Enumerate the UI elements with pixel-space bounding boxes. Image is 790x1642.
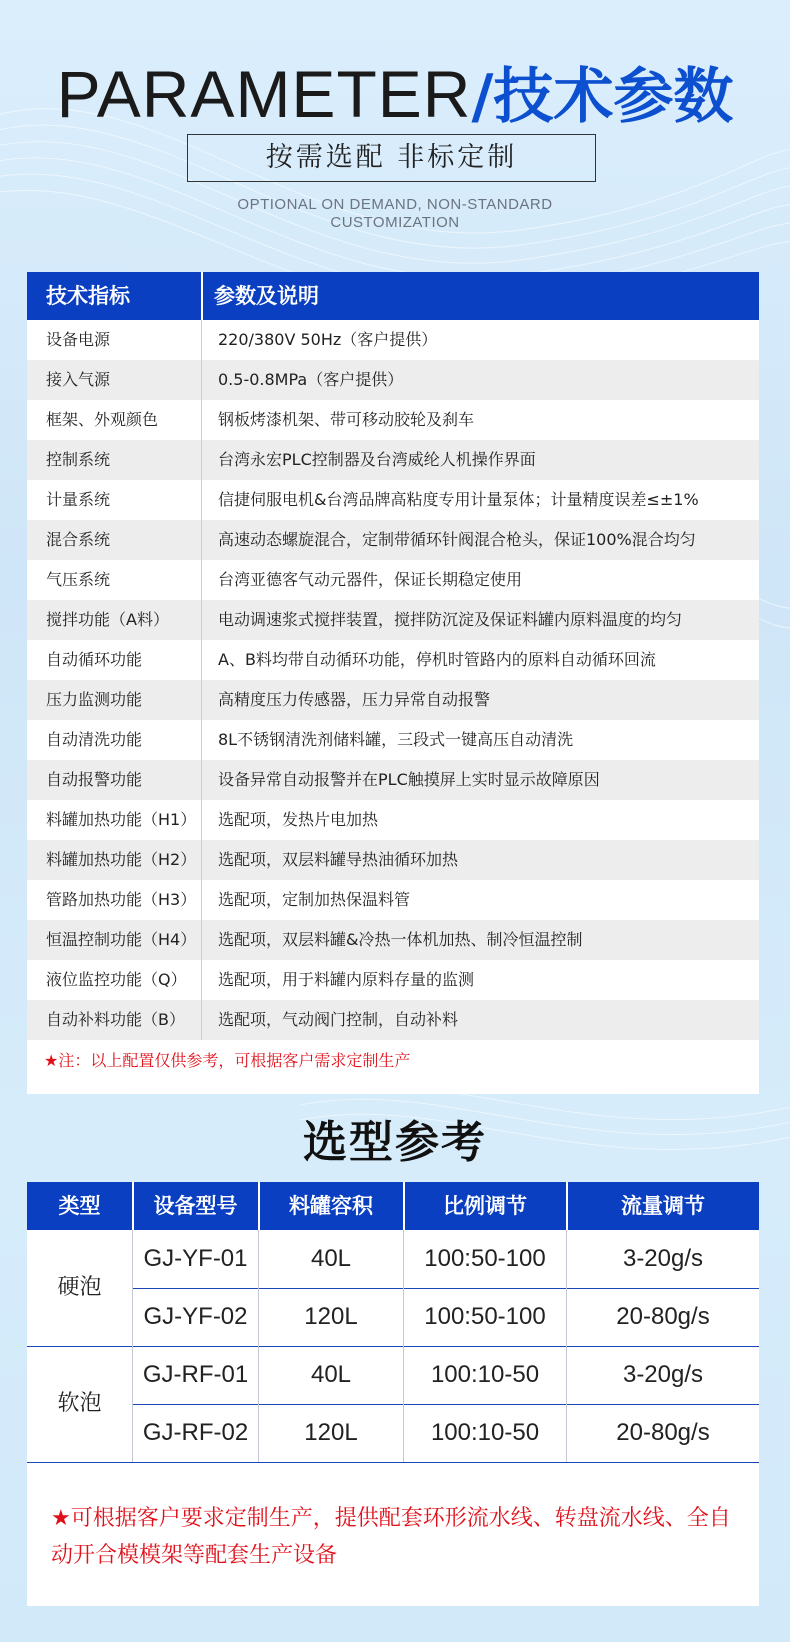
spec-key: 接入气源 <box>46 370 111 389</box>
spec-key: 气压系统 <box>46 570 111 589</box>
header-model: 设备型号 <box>153 1194 238 1218</box>
header-flow: 流量调节 <box>621 1194 705 1218</box>
spec-value: 选配项，气动阀门控制，自动补料 <box>218 1010 459 1029</box>
cell-volume: 40L <box>310 1361 352 1388</box>
spec-key: 搅拌功能（A料） <box>46 610 169 629</box>
spec-key: 设备电源 <box>46 330 111 349</box>
selection-note: ★可根据客户要求定制生产，提供配套环形流水线、转盘流水线、全自动开合模模架等配套生产设备 <box>51 1506 731 1568</box>
spec-key: 自动循环功能 <box>46 650 143 669</box>
column-divider <box>258 1230 259 1462</box>
cell-flow: 3-20g/s <box>622 1361 704 1388</box>
spec-value: 220/380V 50Hz（客户提供） <box>218 330 438 349</box>
spec-row-divider <box>201 600 202 640</box>
spec-row-divider <box>201 960 202 1000</box>
spec-value: 高速动态螺旋混合，定制带循环针阀混合枪头，保证100%混合均匀 <box>218 530 696 549</box>
spec-key: 计量系统 <box>46 490 111 509</box>
spec-value: 0.5-0.8MPa（客户提供） <box>218 370 404 389</box>
type-cell: 软泡 <box>57 1391 102 1416</box>
spec-row <box>27 960 759 1000</box>
column-divider <box>132 1230 133 1462</box>
spec-key: 自动报警功能 <box>46 770 143 789</box>
spec-value: 选配项，发热片电加热 <box>218 810 379 829</box>
spec-key: 液位监控功能（Q） <box>46 970 187 989</box>
spec-value: 选配项，双层料罐导热油循环加热 <box>218 850 459 869</box>
selection-table <box>27 1182 759 1606</box>
spec-row <box>27 600 759 640</box>
spec-row-divider <box>201 560 202 600</box>
cell-flow: 3-20g/s <box>622 1245 704 1272</box>
spec-key: 混合系统 <box>46 530 111 549</box>
spec-row <box>27 1000 759 1040</box>
spec-row-divider <box>201 480 202 520</box>
spec-note: ★注：以上配置仅供参考，可根据客户需求定制生产 <box>44 1051 411 1070</box>
spec-value: 设备异常自动报警并在PLC触摸屏上实时显示故障原因 <box>218 770 600 789</box>
spec-value: 选配项，定制加热保温料管 <box>218 890 411 909</box>
cell-model: GJ-YF-02 <box>143 1303 248 1330</box>
spec-row <box>27 560 759 600</box>
spec-row-divider <box>201 1000 202 1040</box>
row-divider <box>27 1462 759 1463</box>
header-ratio: 比例调节 <box>443 1194 527 1218</box>
spec-row-divider <box>201 440 202 480</box>
spec-value: 选配项，双层料罐&冷热一体机加热、制冷恒温控制 <box>218 930 583 949</box>
page-title <box>0 58 790 133</box>
spec-row <box>27 760 759 800</box>
spec-key: 管路加热功能（H3） <box>46 890 197 909</box>
cell-ratio: 100:10-50 <box>430 1361 540 1388</box>
header-volume: 料罐容积 <box>289 1194 373 1218</box>
spec-row <box>27 640 759 680</box>
spec-value: 电动调速浆式搅拌装置，搅拌防沉淀及保证料罐内原料温度的均匀 <box>218 610 683 629</box>
spec-row <box>27 920 759 960</box>
optional-line-1: OPTIONAL ON DEMAND, NON-STANDARD <box>237 196 553 213</box>
spec-row <box>27 440 759 480</box>
optional-line-2: CUSTOMIZATION <box>330 214 460 231</box>
cell-flow: 20-80g/s <box>616 1303 710 1330</box>
cell-volume: 120L <box>304 1419 358 1446</box>
spec-row <box>27 840 759 880</box>
spec-value: 钢板烤漆机架、带可移动胶轮及刹车 <box>218 410 475 429</box>
cell-ratio: 100:50-100 <box>424 1303 546 1330</box>
spec-row-divider <box>201 520 202 560</box>
cell-flow: 20-80g/s <box>616 1419 710 1446</box>
spec-value: 台湾亚德客气动元器件，保证长期稳定使用 <box>218 570 523 589</box>
spec-row <box>27 680 759 720</box>
spec-row <box>27 360 759 400</box>
cell-ratio: 100:50-100 <box>424 1245 546 1272</box>
spec-value: 选配项，用于料罐内原料存量的监测 <box>218 970 475 989</box>
spec-key: 料罐加热功能（H2） <box>46 850 197 869</box>
spec-key: 自动补料功能（B） <box>46 1010 185 1029</box>
optional-caption <box>0 196 790 232</box>
spec-row-divider <box>201 840 202 880</box>
selection-header <box>27 1182 759 1230</box>
spec-key: 控制系统 <box>46 450 111 469</box>
spec-value: 台湾永宏PLC控制器及台湾威纶人机操作界面 <box>218 450 536 469</box>
spec-value: 信捷伺服电机&台湾品牌高粘度专用计量泵体；计量精度误差≤±1% <box>218 490 699 509</box>
spec-value: 8L不锈钢清洗剂储料罐，三段式一键高压自动清洗 <box>218 730 574 749</box>
spec-row <box>27 720 759 760</box>
spec-key: 恒温控制功能（H4） <box>46 930 197 949</box>
header-type: 类型 <box>58 1194 101 1218</box>
column-divider <box>566 1230 567 1462</box>
type-cell: 硬泡 <box>57 1275 102 1300</box>
selection-title: 选型参考 <box>303 1117 487 1168</box>
spec-key: 自动清洗功能 <box>46 730 143 749</box>
subtitle-box: 按需选配 非标定制 <box>187 134 596 182</box>
spec-row-divider <box>201 680 202 720</box>
spec-row <box>27 400 759 440</box>
cell-volume: 120L <box>304 1303 358 1330</box>
spec-value: 高精度压力传感器，压力异常自动报警 <box>218 690 491 709</box>
spec-row-divider <box>201 800 202 840</box>
spec-row <box>27 520 759 560</box>
cell-model: GJ-RF-02 <box>142 1419 249 1446</box>
spec-header-indicator: 技术指标 <box>46 284 130 308</box>
spec-row <box>27 880 759 920</box>
spec-row-divider <box>201 400 202 440</box>
title-zh: /技术参数 <box>471 62 734 132</box>
spec-row-divider <box>201 640 202 680</box>
cell-model: GJ-YF-01 <box>143 1245 248 1272</box>
spec-row-divider <box>201 760 202 800</box>
spec-rows <box>27 320 759 1040</box>
spec-row-divider <box>201 360 202 400</box>
spec-row-divider <box>201 320 202 360</box>
spec-row-divider <box>201 880 202 920</box>
spec-key: 压力监测功能 <box>46 690 143 709</box>
spec-header-description: 参数及说明 <box>214 284 319 308</box>
spec-header-divider <box>201 272 203 320</box>
spec-row-divider <box>201 920 202 960</box>
spec-value: A、B料均带自动循环功能，停机时管路内的原料自动循环回流 <box>218 650 656 669</box>
title-en: PARAMETER <box>56 57 472 131</box>
spec-table-header <box>27 272 759 320</box>
column-divider <box>403 1230 404 1462</box>
spec-row <box>27 480 759 520</box>
spec-row-divider <box>201 720 202 760</box>
cell-ratio: 100:10-50 <box>430 1419 540 1446</box>
spec-row <box>27 320 759 360</box>
cell-volume: 40L <box>310 1245 352 1272</box>
spec-row <box>27 800 759 840</box>
spec-key: 框架、外观颜色 <box>46 410 159 429</box>
spec-table <box>27 272 759 1094</box>
cell-model: GJ-RF-01 <box>142 1361 249 1388</box>
spec-key: 料罐加热功能（H1） <box>46 810 197 829</box>
